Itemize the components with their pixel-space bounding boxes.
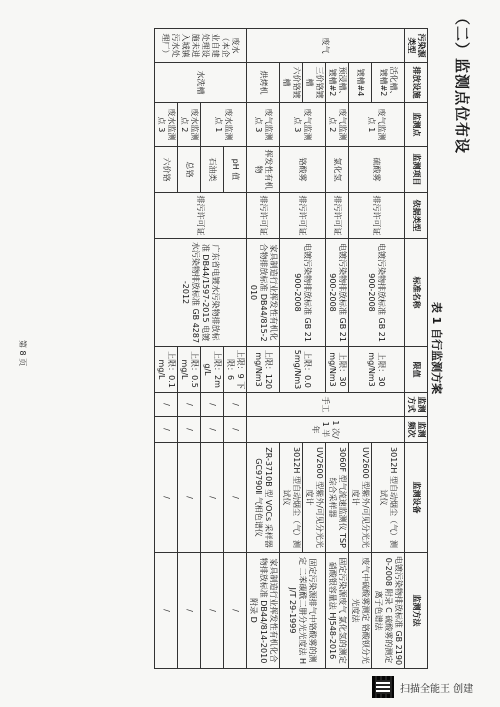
- device-cell: UV2600 型紫外/可见分光光度计: [349, 443, 372, 553]
- point-cell: 废水监测点 3: [155, 103, 178, 147]
- limit-cell: 上限：30mg/Nm3: [349, 347, 405, 393]
- col-header: 监测方式: [405, 393, 428, 417]
- standard-method-cell: 固定污染源排气中铬酸雾的测定 二苯碳酰二肼分光光度法 HJ/T 29-1999: [280, 553, 326, 669]
- method-cell: /: [178, 393, 201, 417]
- method-cell: /: [201, 393, 224, 417]
- device-cell: 3012H 型自动烟尘（气）测试仪: [372, 443, 405, 553]
- standard-method-cell: /: [178, 553, 201, 669]
- device-cell: UV2600 型紫外/可见分光光度计: [303, 443, 326, 553]
- item-cell: 六价铬: [155, 147, 178, 193]
- standard-method-cell: /: [201, 553, 224, 669]
- table-row: [326, 29, 349, 669]
- qr-code-icon: [372, 676, 394, 698]
- type-cell: 废气: [247, 29, 405, 63]
- limit-cell: 上限：0.1mg/L: [155, 347, 178, 393]
- source-cell: 六价铬镀槽: [280, 63, 303, 103]
- device-cell: /: [201, 443, 224, 553]
- point-cell: 废水监测点 1: [201, 103, 247, 147]
- standard-method-cell: /: [224, 553, 247, 669]
- device-cell: 3060F 型气流速监测仪 TSP 综合采样器: [326, 443, 349, 553]
- table-row: [155, 29, 178, 669]
- item-cell: 挥发性有机物: [247, 147, 280, 193]
- standard-cell: 电镀污染物排放标准 GB 21900-2008: [280, 239, 326, 347]
- standard-method-cell: 电镀污染物排放标准 GB 21900-2008 附录 C 硫酸雾的测定 离子色谱法: [372, 553, 405, 669]
- col-header: 监测点: [405, 103, 428, 147]
- header-row: [405, 29, 428, 669]
- standard-method-cell: 废气中硫酸雾测定 铬酸钡分光光度法: [349, 553, 372, 669]
- table-row: [224, 29, 247, 669]
- col-header: 监测方法: [405, 553, 428, 669]
- table-row: [178, 29, 201, 669]
- limit-cell: 上限：120mg/Nm3: [247, 347, 280, 393]
- basis-cell: 排污许可证: [326, 193, 349, 239]
- source-cell: 烘烤机: [247, 63, 280, 103]
- scanner-label: 扫描全能王 创建: [400, 683, 474, 695]
- monitor-table: [154, 28, 428, 669]
- method-cell: 手工: [247, 393, 405, 417]
- device-cell: ZR-3710B 型 VOCs 采样器 GC9790Ⅱ 气相色谱仪: [247, 443, 280, 553]
- page-number: 第 8 页: [18, 340, 27, 367]
- freq-cell: 1 次/1 半年: [247, 417, 405, 443]
- col-header: 限值: [405, 347, 428, 393]
- freq-cell: /: [201, 417, 224, 443]
- freq-cell: /: [224, 417, 247, 443]
- standard-cell: 广东省电镀水污染物排放标准 DB44/1597-2015 电镀水污染物排放标准 GB 4287-2012: [155, 239, 247, 347]
- item-cell: 石油类: [201, 147, 224, 193]
- table-row: [303, 29, 326, 669]
- limit-cell: 上限：0.05mg/Nm3: [280, 347, 326, 393]
- standard-method-cell: /: [155, 553, 178, 669]
- col-header: 依据类型: [405, 193, 428, 239]
- standard-method-cell: 固定污染源废气 氯化氢的测定 硝酸银容量法 HJ548-2016: [326, 553, 349, 669]
- col-header: 排放设施: [405, 63, 428, 103]
- point-cell: 废气监测点 2: [326, 103, 349, 147]
- standard-cell: 电镀污染物排放标准 GB 21900-2008: [349, 239, 405, 347]
- table-caption: 表 1 自行监测方案: [430, 301, 443, 395]
- limit-cell: 上限：2mg/L: [201, 347, 224, 393]
- col-header: 污染源类型: [405, 29, 428, 63]
- standard-cell: 电镀污染物排放标准 GB 21900-2008: [326, 239, 349, 347]
- device-cell: /: [178, 443, 201, 553]
- section-title: （二）监测点位布设: [453, 10, 471, 155]
- basis-cell: 排污许可证: [155, 193, 247, 239]
- method-cell: /: [155, 393, 178, 417]
- limit-cell: 上限：30mg/Nm3: [326, 347, 349, 393]
- item-cell: pH 值: [224, 147, 247, 193]
- col-header: 标准名称: [405, 239, 428, 347]
- table-row: [247, 29, 280, 669]
- standard-method-cell: 家具制造行业挥发性有机化合物排放标准 DB44/814-2010 附录 D: [247, 553, 280, 669]
- point-cell: 废水监测点 2: [178, 103, 201, 147]
- item-cell: 铬酸雾: [280, 147, 326, 193]
- source-cell: 活化槽、镀槽#2: [372, 63, 405, 103]
- item-cell: 氯化氢: [326, 147, 349, 193]
- freq-cell: /: [178, 417, 201, 443]
- type-cell: 废水（本企业自建处理设施未进入城镇污水处理厂）: [155, 29, 247, 63]
- point-cell: 废气监测点 1: [349, 103, 405, 147]
- source-cell: 水洗槽: [155, 63, 247, 103]
- monitoring-plan-table: [4, 28, 444, 668]
- table-row: [372, 29, 405, 669]
- point-cell: 废气监测点 3: [280, 103, 326, 147]
- device-cell: 3012H 型自动烟尘（气）测试仪: [280, 443, 303, 553]
- item-cell: 硫酸雾: [349, 147, 405, 193]
- limit-cell: 上限：9 下限：6: [224, 347, 247, 393]
- item-cell: 总铬: [178, 147, 201, 193]
- source-cell: 三价铬镀槽: [303, 63, 326, 103]
- freq-cell: /: [155, 417, 178, 443]
- limit-cell: 上限：0.5mg/L: [178, 347, 201, 393]
- device-cell: /: [155, 443, 178, 553]
- source-cell: 预浸槽、镀槽#2: [326, 63, 349, 103]
- col-header: 监测项目: [405, 147, 428, 193]
- source-cell: 镀槽#4: [349, 63, 372, 103]
- col-header: 监测频次: [405, 417, 428, 443]
- basis-cell: 排污许可证: [349, 193, 405, 239]
- point-cell: 废气监测点 3: [247, 103, 280, 147]
- method-cell: /: [224, 393, 247, 417]
- basis-cell: 排污许可证: [280, 193, 326, 239]
- scanner-watermark: [372, 676, 473, 698]
- col-header: 监测设备: [405, 443, 428, 553]
- basis-cell: 排污许可证: [247, 193, 280, 239]
- standard-cell: 家具制造行业挥发性有机化合物排放标准 DB44/815-2010: [247, 239, 280, 347]
- device-cell: /: [224, 443, 247, 553]
